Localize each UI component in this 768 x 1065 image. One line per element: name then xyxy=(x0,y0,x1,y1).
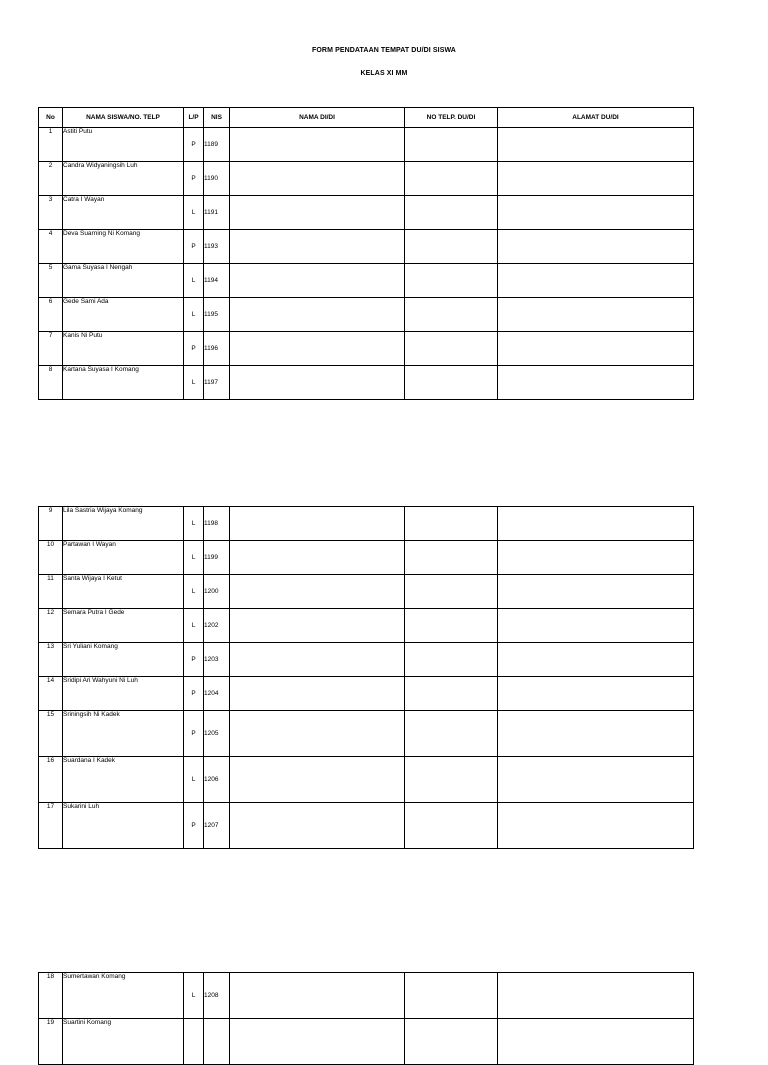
row-company-name-cell xyxy=(230,230,405,264)
row-company-address-cell xyxy=(498,264,694,298)
row-student-name: Catra I Wayan xyxy=(63,196,184,230)
row-company-name-cell xyxy=(230,332,405,366)
row-no: 9 xyxy=(39,507,63,541)
row-no: 8 xyxy=(39,366,63,400)
row-nis: 1196 xyxy=(204,332,230,366)
form-title: FORM PENDATAAN TEMPAT DU/DI SISWA xyxy=(312,47,456,54)
row-nis: 1200 xyxy=(204,575,230,609)
header-student-name: NAMA SISWA/NO. TELP xyxy=(63,108,184,128)
row-company-phone-cell xyxy=(405,575,498,609)
table-row xyxy=(39,366,694,400)
row-student-name: Sriningsih Ni Kadek xyxy=(63,711,184,757)
row-company-name-cell xyxy=(230,541,405,575)
row-nis: 1194 xyxy=(204,264,230,298)
row-nis: 1193 xyxy=(204,230,230,264)
row-student-name: Semara Putra I Gede xyxy=(63,609,184,643)
row-gender: L xyxy=(184,507,204,541)
row-gender: L xyxy=(184,366,204,400)
row-company-phone-cell xyxy=(405,643,498,677)
row-company-phone-cell xyxy=(405,609,498,643)
row-company-address-cell xyxy=(498,711,694,757)
table-header-row xyxy=(39,108,694,128)
row-no: 10 xyxy=(39,541,63,575)
row-no: 7 xyxy=(39,332,63,366)
row-gender: L xyxy=(184,541,204,575)
row-nis xyxy=(204,1019,230,1065)
header-nis: NIS xyxy=(204,108,230,128)
student-table-page-1 xyxy=(38,107,694,400)
row-company-address-cell xyxy=(498,803,694,849)
row-no: 3 xyxy=(39,196,63,230)
row-nis: 1199 xyxy=(204,541,230,575)
row-nis: 1189 xyxy=(204,128,230,162)
row-gender: L xyxy=(184,575,204,609)
row-company-phone-cell xyxy=(405,366,498,400)
row-gender: P xyxy=(184,162,204,196)
table-row xyxy=(39,332,694,366)
row-no: 17 xyxy=(39,803,63,849)
table-row xyxy=(39,298,694,332)
row-no: 5 xyxy=(39,264,63,298)
header-company-phone: NO TELP. DU/DI xyxy=(405,108,498,128)
table-row xyxy=(39,803,694,849)
row-company-phone-cell xyxy=(405,541,498,575)
row-student-name: Sukarini Luh xyxy=(63,803,184,849)
row-gender: P xyxy=(184,332,204,366)
row-company-address-cell xyxy=(498,128,694,162)
row-company-name-cell xyxy=(230,128,405,162)
table-row xyxy=(39,162,694,196)
row-student-name: Candra Widyaningsih Luh xyxy=(63,162,184,196)
row-company-address-cell xyxy=(498,162,694,196)
header-company-address: ALAMAT DU/DI xyxy=(498,108,694,128)
row-student-name: Suardana I Kadek xyxy=(63,757,184,803)
row-company-address-cell xyxy=(498,973,694,1019)
row-company-name-cell xyxy=(230,366,405,400)
row-company-name-cell xyxy=(230,677,405,711)
row-company-address-cell xyxy=(498,230,694,264)
row-student-name: Deva Suarning Ni Komang xyxy=(63,230,184,264)
row-nis: 1207 xyxy=(204,803,230,849)
row-company-name-cell xyxy=(230,973,405,1019)
row-no: 12 xyxy=(39,609,63,643)
row-company-name-cell xyxy=(230,507,405,541)
row-company-address-cell xyxy=(498,677,694,711)
row-no: 13 xyxy=(39,643,63,677)
row-gender: L xyxy=(184,196,204,230)
row-nis: 1204 xyxy=(204,677,230,711)
row-company-address-cell xyxy=(498,196,694,230)
header-no: No xyxy=(39,108,63,128)
row-company-address-cell xyxy=(498,298,694,332)
row-company-address-cell xyxy=(498,366,694,400)
header-company-name: NAMA DI/DI xyxy=(230,108,405,128)
row-company-phone-cell xyxy=(405,757,498,803)
row-nis: 1198 xyxy=(204,507,230,541)
table-row xyxy=(39,711,694,757)
row-gender: L xyxy=(184,973,204,1019)
row-no: 6 xyxy=(39,298,63,332)
row-company-phone-cell xyxy=(405,973,498,1019)
table-row xyxy=(39,643,694,677)
row-gender: P xyxy=(184,677,204,711)
row-company-name-cell xyxy=(230,757,405,803)
row-company-address-cell xyxy=(498,1019,694,1065)
row-student-name: Gede Sami Ada xyxy=(63,298,184,332)
student-table-page-2 xyxy=(38,506,694,849)
row-company-address-cell xyxy=(498,575,694,609)
row-nis: 1197 xyxy=(204,366,230,400)
row-company-phone-cell xyxy=(405,298,498,332)
row-student-name: Kartana Suyasa I Komang xyxy=(63,366,184,400)
table-row xyxy=(39,575,694,609)
row-company-phone-cell xyxy=(405,507,498,541)
row-gender: P xyxy=(184,128,204,162)
row-company-phone-cell xyxy=(405,1019,498,1065)
row-gender: L xyxy=(184,757,204,803)
table-row xyxy=(39,609,694,643)
row-nis: 1195 xyxy=(204,298,230,332)
row-company-phone-cell xyxy=(405,803,498,849)
row-company-name-cell xyxy=(230,196,405,230)
row-company-address-cell xyxy=(498,609,694,643)
row-no: 14 xyxy=(39,677,63,711)
row-no: 11 xyxy=(39,575,63,609)
row-no: 1 xyxy=(39,128,63,162)
table-row xyxy=(39,1019,694,1065)
row-student-name: Astiti Putu xyxy=(63,128,184,162)
row-no: 2 xyxy=(39,162,63,196)
row-nis: 1206 xyxy=(204,757,230,803)
class-subtitle: KELAS XI MM xyxy=(360,70,408,77)
row-gender xyxy=(184,1019,204,1065)
row-company-phone-cell xyxy=(405,711,498,757)
row-company-name-cell xyxy=(230,1019,405,1065)
row-gender: P xyxy=(184,643,204,677)
row-company-phone-cell xyxy=(405,230,498,264)
row-student-name: Gama Suyasa I Nengah xyxy=(63,264,184,298)
table-row xyxy=(39,677,694,711)
table-row xyxy=(39,196,694,230)
row-company-name-cell xyxy=(230,711,405,757)
row-company-address-cell xyxy=(498,507,694,541)
row-company-name-cell xyxy=(230,162,405,196)
row-no: 4 xyxy=(39,230,63,264)
row-student-name: Kanis Ni Putu xyxy=(63,332,184,366)
row-student-name: Sumertawan Komang xyxy=(63,973,184,1019)
row-company-address-cell xyxy=(498,643,694,677)
row-student-name: Partawan I Wayan xyxy=(63,541,184,575)
row-nis: 1190 xyxy=(204,162,230,196)
row-nis: 1203 xyxy=(204,643,230,677)
table-row xyxy=(39,757,694,803)
row-nis: 1205 xyxy=(204,711,230,757)
row-nis: 1208 xyxy=(204,973,230,1019)
table-row xyxy=(39,541,694,575)
row-no: 16 xyxy=(39,757,63,803)
table-row xyxy=(39,128,694,162)
row-company-name-cell xyxy=(230,575,405,609)
row-company-phone-cell xyxy=(405,162,498,196)
row-company-address-cell xyxy=(498,332,694,366)
row-gender: P xyxy=(184,711,204,757)
row-company-phone-cell xyxy=(405,128,498,162)
row-company-phone-cell xyxy=(405,196,498,230)
row-company-phone-cell xyxy=(405,332,498,366)
row-company-address-cell xyxy=(498,541,694,575)
row-company-name-cell xyxy=(230,609,405,643)
table-row xyxy=(39,507,694,541)
table-row xyxy=(39,973,694,1019)
row-student-name: Lila Sastria Wijaya Komang xyxy=(63,507,184,541)
row-no: 19 xyxy=(39,1019,63,1065)
row-gender: P xyxy=(184,803,204,849)
row-nis: 1202 xyxy=(204,609,230,643)
row-company-phone-cell xyxy=(405,677,498,711)
row-gender: L xyxy=(184,298,204,332)
row-company-name-cell xyxy=(230,643,405,677)
row-gender: L xyxy=(184,609,204,643)
row-student-name: Sridipi Ari Wahyuni Ni Luh xyxy=(63,677,184,711)
row-company-address-cell xyxy=(498,757,694,803)
row-nis: 1191 xyxy=(204,196,230,230)
row-company-name-cell xyxy=(230,803,405,849)
row-no: 18 xyxy=(39,973,63,1019)
table-row xyxy=(39,230,694,264)
row-gender: P xyxy=(184,230,204,264)
row-student-name: Sri Yuliani Komang xyxy=(63,643,184,677)
row-student-name: Santa Wijaya I Ketut xyxy=(63,575,184,609)
row-no: 15 xyxy=(39,711,63,757)
row-gender: L xyxy=(184,264,204,298)
row-company-name-cell xyxy=(230,264,405,298)
row-student-name: Suartini Komang xyxy=(63,1019,184,1065)
row-company-phone-cell xyxy=(405,264,498,298)
header-gender: L/P xyxy=(184,108,204,128)
table-row xyxy=(39,264,694,298)
student-table-page-3 xyxy=(38,972,694,1065)
row-company-name-cell xyxy=(230,298,405,332)
